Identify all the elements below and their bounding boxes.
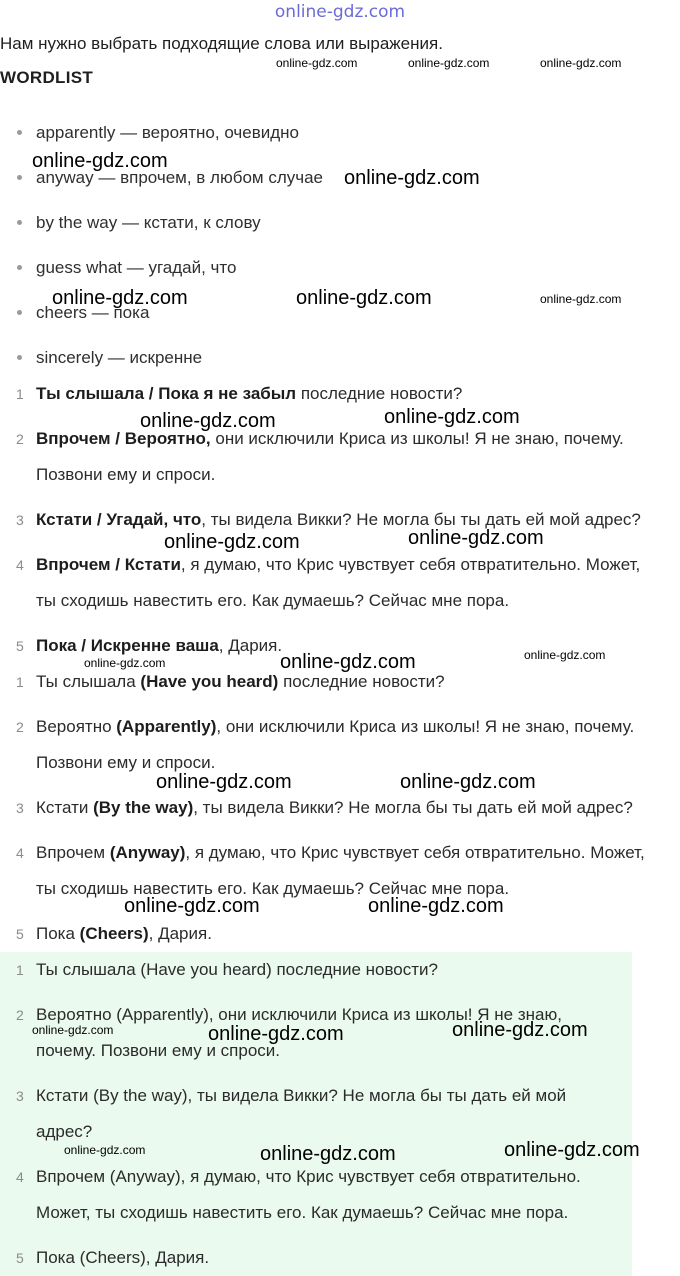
watermark: online-gdz.com [384, 406, 520, 428]
watermark: online-gdz.com [156, 771, 292, 793]
translation-item-continuation: Может, ты сходишь навестить его. Как думаешь? Сейчас мне пора. [36, 1203, 569, 1222]
answer-item: 4 Впрочем (Anyway), я думаю, что Крис чувствует себя отвратительно. Может, [16, 843, 645, 862]
watermark: online-gdz.com [140, 410, 276, 432]
intro-text: Нам нужно выбрать подходящие слова или выражения. [0, 34, 443, 53]
watermark: online-gdz.com [32, 1023, 114, 1037]
answer-item-continuation: Позвони ему и спроси. [36, 753, 216, 772]
watermark: online-gdz.com [408, 56, 490, 70]
watermark: online-gdz.com [540, 292, 622, 306]
translation-item: 1 Ты слышала (Have you heard) последние новости? [16, 960, 438, 979]
answer-item-continuation: ты сходишь навестить его. Как думаешь? Сейчас мне пора. [36, 879, 510, 898]
bullet-icon [17, 355, 22, 360]
translation-item-continuation: почему. Позвони ему и спроси. [36, 1041, 281, 1060]
wordlist-item: by the way — кстати, к слову [17, 213, 261, 233]
watermark: online-gdz.com [280, 651, 416, 673]
watermark: online-gdz.com [400, 771, 536, 793]
watermark: online-gdz.com [84, 656, 166, 670]
watermark: online-gdz.com [452, 1019, 588, 1041]
translation-panel [0, 952, 632, 1276]
task-item: 1 Ты слышала / Пока я не забыл последние новости? [16, 384, 463, 403]
watermark: online-gdz.com [276, 56, 358, 70]
watermark: online-gdz.com [64, 1143, 146, 1157]
watermark: online-gdz.com [524, 648, 606, 662]
translation-item: 5 Пока (Cheers), Дария. [16, 1248, 210, 1267]
task-item-continuation: ты сходишь навестить его. Как думаешь? Сейчас мне пора. [36, 591, 510, 610]
task-item: 3 Кстати / Угадай, что, ты видела Викки? Не могла бы ты дать ей мой адрес? [16, 510, 641, 529]
answer-item: 5 Пока (Cheers), Дария. [16, 924, 212, 943]
bullet-icon [17, 130, 22, 135]
watermark: online-gdz.com [32, 150, 168, 172]
translation-item: 4 Впрочем (Anyway), я думаю, что Крис чувствует себя отвратительно. [16, 1167, 581, 1186]
watermark: online-gdz.com [164, 531, 300, 553]
wordlist-item: sincerely — искренне [17, 348, 202, 368]
watermark: online-gdz.com [52, 287, 188, 309]
answer-item: 2 Вероятно (Apparently), они исключили Криса из школы! Я не знаю, почему. [16, 717, 635, 736]
wordlist-item: apparently — вероятно, очевидно [17, 123, 299, 143]
bullet-icon [17, 175, 22, 180]
watermark: online-gdz.com [260, 1143, 396, 1165]
watermark: online-gdz.com [504, 1139, 640, 1161]
bullet-icon [17, 265, 22, 270]
wordlist-item: anyway — впрочем, в любом случае [17, 168, 323, 188]
watermark: online-gdz.com [368, 895, 504, 917]
watermark: online-gdz.com [408, 527, 544, 549]
watermark: online-gdz.com [208, 1023, 344, 1045]
watermark: online-gdz.com [296, 287, 432, 309]
bullet-icon [17, 220, 22, 225]
task-item: 2 Впрочем / Вероятно, они исключили Криса из школы! Я не знаю, почему. [16, 429, 624, 448]
answer-item: 3 Кстати (By the way), ты видела Викки? Не могла бы ты дать ей мой адрес? [16, 798, 633, 817]
translation-item: 2 Вероятно (Apparently), они исключили Криса из школы! Я не знаю, [16, 1005, 562, 1024]
translation-item-continuation: адрес? [36, 1122, 93, 1141]
watermark: online-gdz.com [540, 56, 622, 70]
task-item-continuation: Позвони ему и спроси. [36, 465, 216, 484]
bullet-icon [17, 310, 22, 315]
watermark: online-gdz.com [344, 167, 480, 189]
wordlist-item: cheers — пока [17, 303, 149, 323]
answer-item: 1 Ты слышала (Have you heard) последние новости? [16, 672, 445, 691]
site-logo[interactable]: online-gdz.com [274, 2, 406, 22]
translation-item: 3 Кстати (By the way), ты видела Викки? Не могла бы ты дать ей мой [16, 1086, 567, 1105]
wordlist-heading: WORDLIST [0, 68, 94, 87]
watermark: online-gdz.com [124, 895, 260, 917]
task-item: 5 Пока / Искренне ваша, Дария. [16, 636, 283, 655]
task-item: 4 Впрочем / Кстати, я думаю, что Крис чувствует себя отвратительно. Может, [16, 555, 641, 574]
wordlist-item: guess what — угадай, что [17, 258, 236, 278]
